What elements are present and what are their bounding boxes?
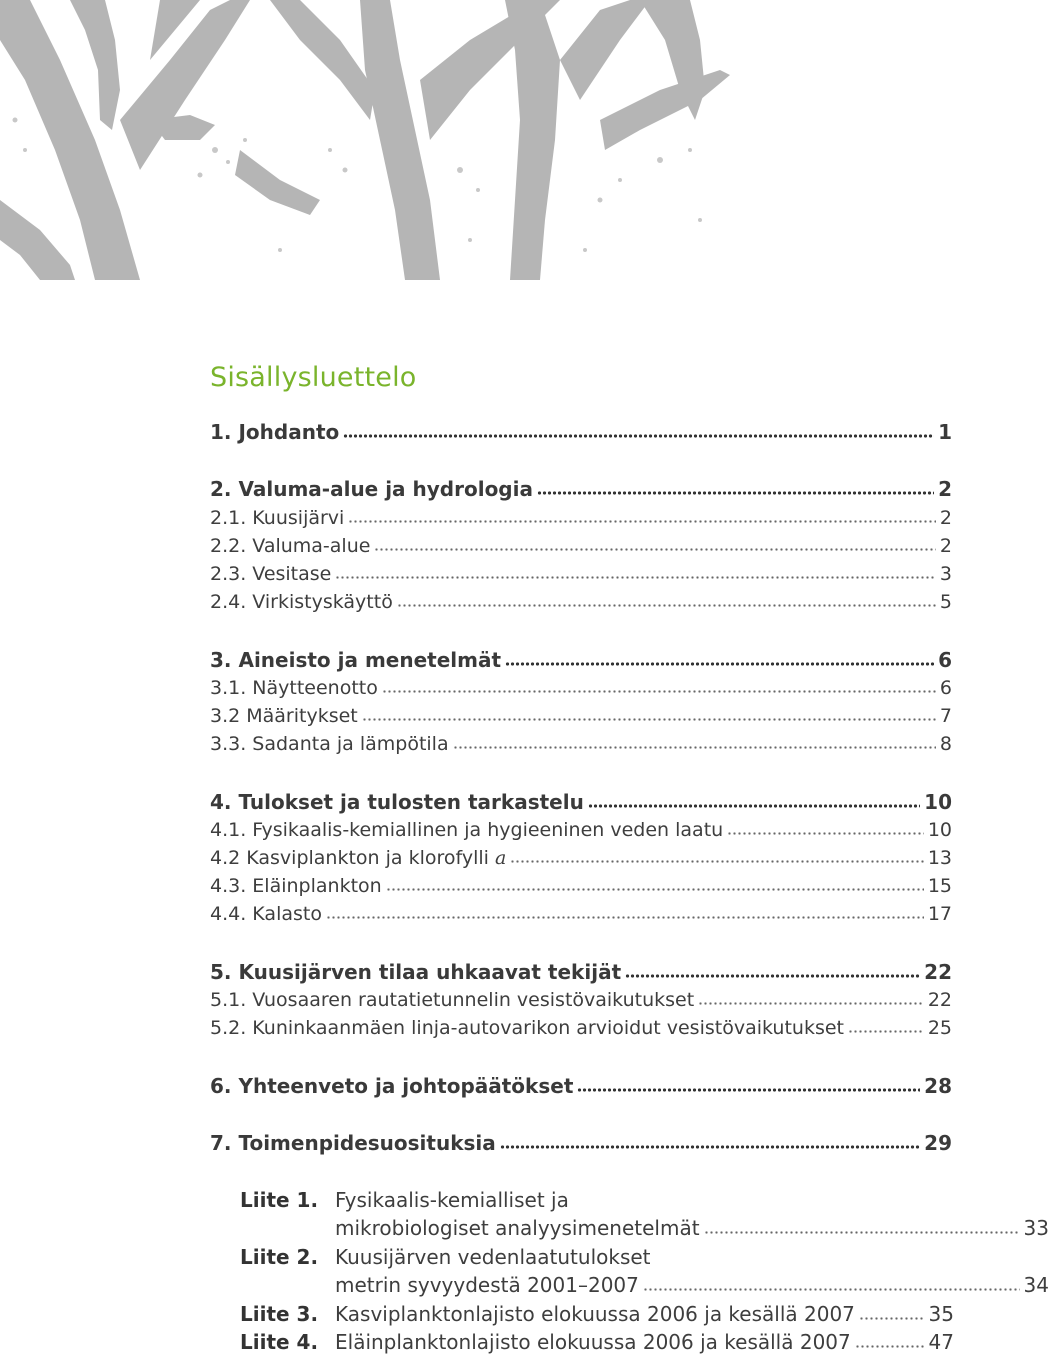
toc-page-number: 7 [939,705,952,727]
dot-leader [859,1317,925,1320]
toc-item-3-2[interactable] [210,705,952,735]
toc-label: metrin syvyydestä 2001–2007 [335,1273,639,1297]
toc-item-2-3[interactable] [210,563,952,593]
toc-section-6[interactable] [210,1074,952,1104]
toc-page-number: 35 [928,1302,954,1326]
toc-label: 6. Yhteenveto ja johtopäätökset [210,1074,574,1098]
toc-appendix-4[interactable] [240,1330,954,1360]
toc-page-number: 33 [1023,1216,1049,1240]
dot-leader [382,690,936,693]
toc-item-4-3[interactable] [210,875,952,905]
toc-label: 5. Kuusijärven tilaa uhkaavat tekijät [210,960,622,984]
toc-item-2-4[interactable] [210,591,952,621]
appendix-prefix: Liite 1. [240,1188,319,1212]
toc-label: 3.1. Näytteenotto [210,677,378,699]
toc-label: 3.3. Sadanta ja lämpötila [210,733,449,755]
toc-label: 4.3. Eläinplankton [210,875,382,897]
toc-page-number: 8 [939,733,952,755]
dot-leader [335,576,936,579]
appendix-prefix: Liite 3. [240,1302,319,1326]
toc-item-2-1[interactable] [210,507,952,537]
toc-label: 2.2. Valuma-alue [210,535,371,557]
toc-page-number: 25 [927,1017,952,1039]
toc-page-number: 10 [927,819,952,841]
dot-leader [386,888,924,891]
toc-item-4-1[interactable] [210,819,952,849]
toc-label [210,847,506,869]
toc-page-number: 22 [924,960,952,984]
toc-page-number: 6 [938,648,952,672]
toc-label-italic: a [495,847,507,869]
toc-item-4-2[interactable] [210,847,952,877]
toc-label: Eläinplanktonlajisto elokuussa 2006 ja kesällä 2007 [335,1330,851,1354]
toc-item-5-2[interactable] [210,1017,952,1047]
toc-page-number: 2 [938,477,952,501]
toc-item-3-3[interactable] [210,733,952,763]
toc-label: 4. Tulokset ja tulosten tarkastelu [210,790,584,814]
toc-appendix-1[interactable] [240,1188,1049,1248]
appendix-prefix: Liite 2. [240,1245,319,1269]
toc-label-text: 4.2 Kasviplankton ja klorofylli [210,847,489,869]
dot-leader [500,1145,920,1149]
toc-label: 5.1. Vuosaaren rautatietunnelin vesistövaikutukset [210,989,695,1011]
dot-leader [374,548,935,551]
dot-leader [537,491,934,495]
toc-page-number: 22 [927,989,952,1011]
toc-page-number: 2 [939,507,952,529]
toc-item-5-1[interactable] [210,989,952,1019]
toc-label: 2.1. Kuusijärvi [210,507,345,529]
dot-leader [855,1345,925,1348]
dot-leader [848,1030,924,1033]
dot-leader [727,832,924,835]
toc-label: Kuusijärven vedenlaatutulokset [335,1245,651,1269]
dot-leader [505,662,934,666]
toc-item-3-1[interactable] [210,677,952,707]
dot-leader [643,1288,1020,1291]
toc-item-2-2[interactable] [210,535,952,565]
toc-section-5[interactable] [210,960,952,990]
toc-label: 4.1. Fysikaalis-kemiallinen ja hygieeninen veden laatu [210,819,724,841]
toc-label: 2.4. Virkistyskäyttö [210,591,393,613]
toc-section-1[interactable] [210,420,952,450]
toc-page-number: 10 [924,790,952,814]
dot-leader [698,1002,924,1005]
toc-label: 2.3. Vesitase [210,563,332,585]
toc-page-number: 3 [939,563,952,585]
toc-label: Kasviplanktonlajisto elokuussa 2006 ja kesällä 2007 [335,1302,855,1326]
toc-section-3[interactable] [210,648,952,678]
toc-page-number: 5 [939,591,952,613]
tree-branches-image [0,0,730,280]
dot-leader [397,604,936,607]
toc-label: mikrobiologiset analyysimenetelmät [335,1216,700,1240]
toc-section-2[interactable] [210,477,952,507]
dot-leader [510,860,923,863]
toc-label: 1. Johdanto [210,420,340,444]
toc-appendix-3[interactable] [240,1302,954,1332]
dot-leader [362,718,936,721]
toc-page-number: 47 [928,1330,954,1354]
toc-section-7[interactable] [210,1131,952,1161]
dot-leader [326,916,924,919]
toc-label: 3.2 Määritykset [210,705,358,727]
toc-label: 2. Valuma-alue ja hydrologia [210,477,533,501]
dot-leader [588,804,920,808]
toc-page-number: 34 [1023,1273,1049,1297]
toc-page-number: 15 [927,875,952,897]
toc-page-number: 17 [927,903,952,925]
toc-page-number: 6 [939,677,952,699]
toc-page-number: 29 [924,1131,952,1155]
dot-leader [625,974,920,978]
toc-label: 7. Toimenpidesuosituksia [210,1131,496,1155]
toc-appendix-2[interactable] [240,1245,1049,1305]
dot-leader [704,1231,1020,1234]
toc-item-4-4[interactable] [210,903,952,933]
toc-label: 3. Aineisto ja menetelmät [210,648,502,672]
toc-label: 5.2. Kuninkaanmäen linja-autovarikon arvioidut vesistövaikutukset [210,1017,844,1039]
toc-page-number: 1 [938,420,952,444]
toc-title: Sisällysluettelo [210,362,417,393]
dot-leader [348,520,936,523]
toc-page-number: 2 [939,535,952,557]
toc-label: Fysikaalis-kemialliset ja [335,1188,569,1212]
dot-leader [343,434,934,438]
toc-page-number: 13 [927,847,952,869]
appendix-prefix: Liite 4. [240,1330,319,1354]
dot-leader [577,1088,920,1092]
toc-section-4[interactable] [210,790,952,820]
toc-page-number: 28 [924,1074,952,1098]
dot-leader [453,746,936,749]
toc-label: 4.4. Kalasto [210,903,322,925]
